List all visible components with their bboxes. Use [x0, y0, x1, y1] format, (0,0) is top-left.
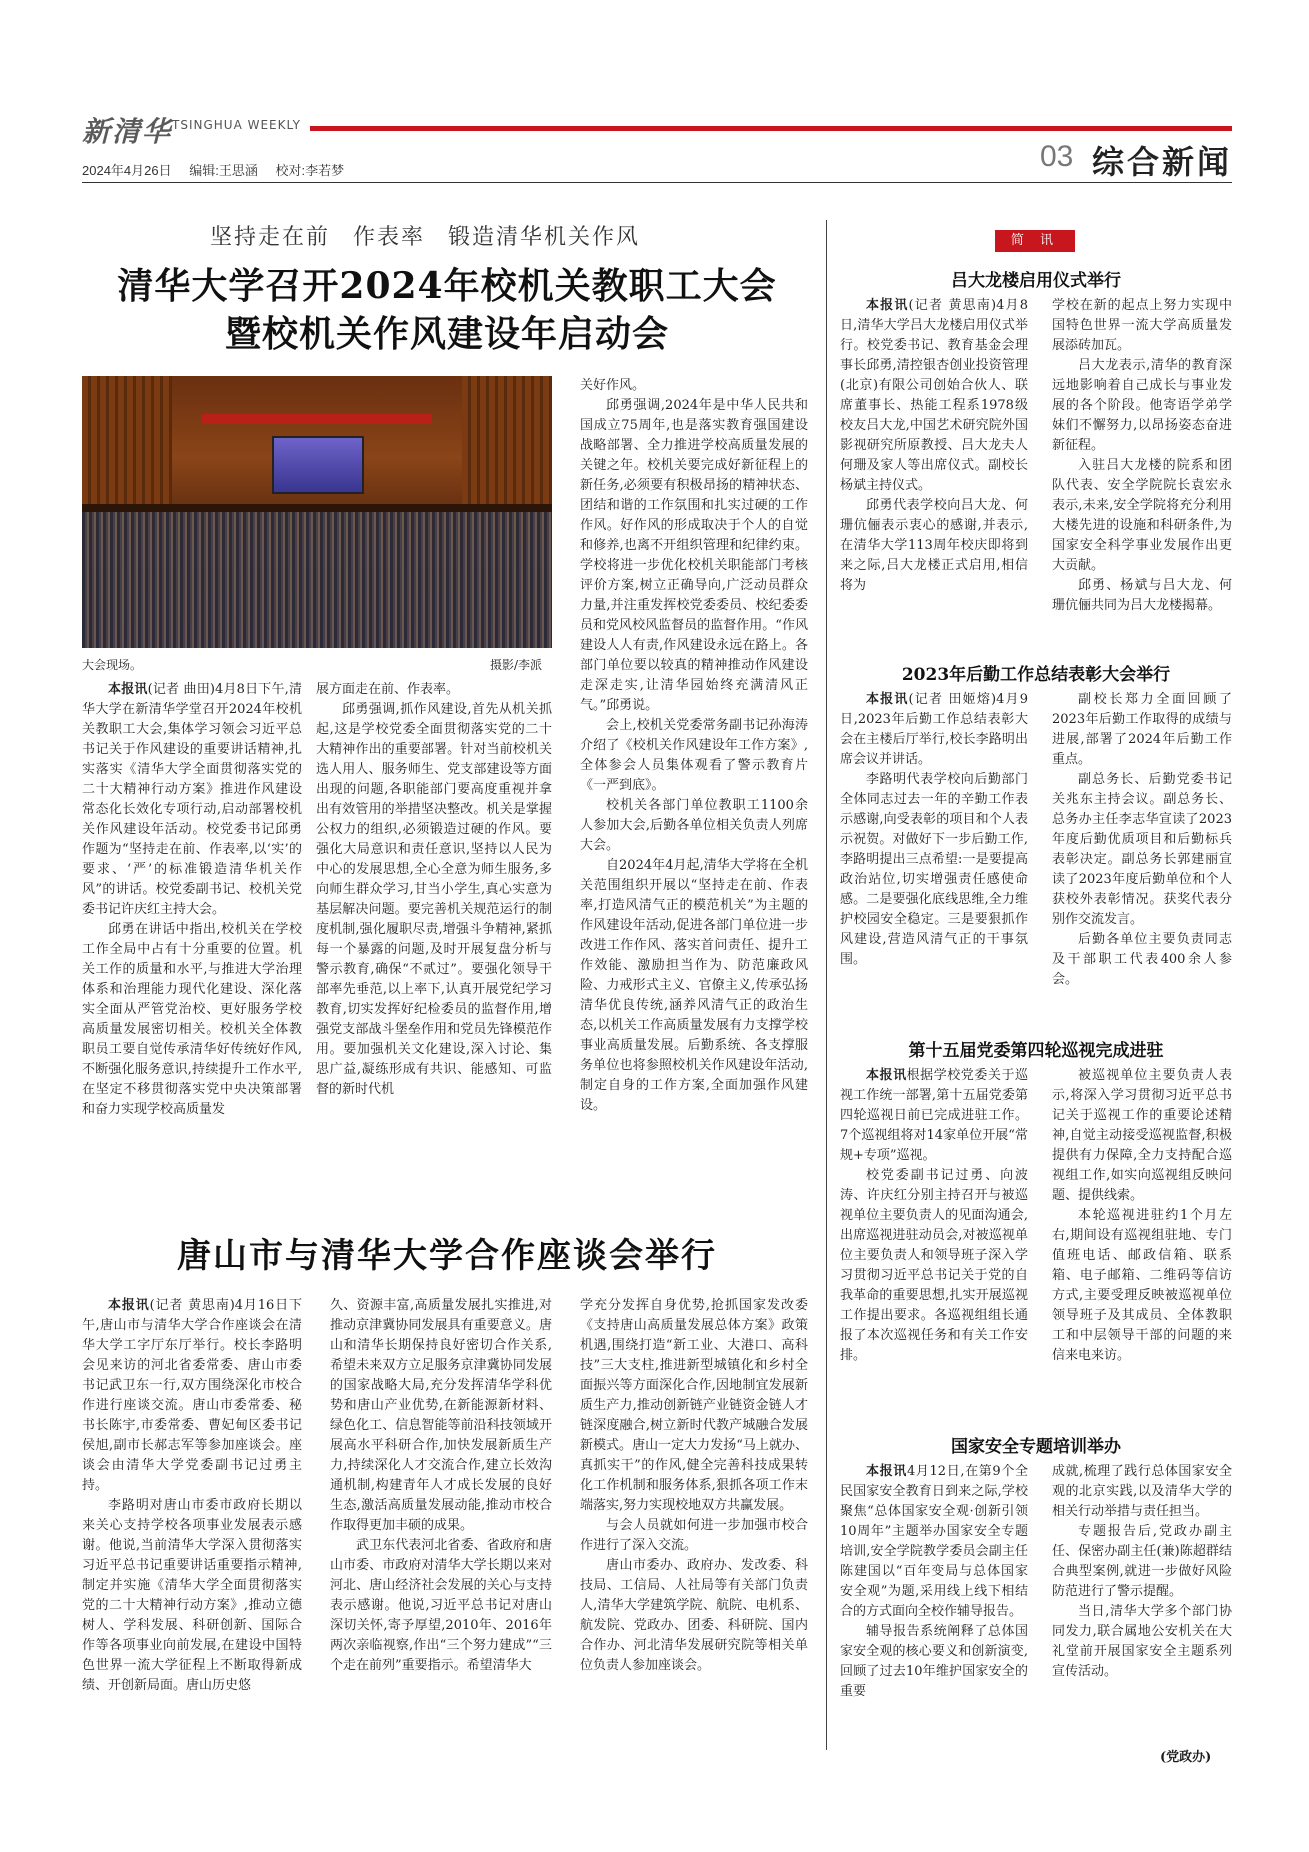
brief-3-title: 第十五届党委第四轮巡视完成进驻: [908, 1041, 1164, 1061]
dateline-label: 本报讯: [866, 1464, 907, 1479]
brief-1-title: 吕大龙楼启用仪式举行: [951, 271, 1121, 291]
dateline-label: 本报讯: [866, 1068, 907, 1083]
lead-photo: [82, 376, 552, 648]
photo-screen: [272, 436, 364, 494]
lead-paragraph: 邱勇强调,抓作风建设,首先从机关抓起,这是学校党委全面贯彻落实党的二十大精神作出的重要部署。针对当前校机关选人用人、服务师生、党支部建设等方面出现的问题,各职能部门要高度重视并拿出有效管用的举措坚决整改。机关是掌握公权力的组织,必须锻造过硬的作风。要强化大局意识和责任意识,坚持以人民为中心的发展思想,全心全意为师生服务,多向师生群众学习,甘当小学生,真心实意为基层解决问题。要完善机关规范运行的制度机制,强化履职尽责,增强斗争精神,紧抓每一个暴露的问题,及时开展复盘分析与警示教育,确保“不贰过”。要强化领导干部率先垂范,以上率下,认真开展党纪学习教育,切实发挥好纪检委员的监督作用,增强党支部战斗堡垒作用和党员先锋模范作用。要加强机关文化建设,深入讨论、集思广益,凝练形成有共识、能感知、可监督的新时代机: [316, 702, 552, 1097]
masthead-weekly: TSINGHUA WEEKLY: [172, 118, 301, 132]
brief-3-left: 本报讯根据学校党委关于巡视工作统一部署,第十五届党委第四轮巡视日前已完成进驻工作。7个巡视组将对14家单位开展“常规+专项”巡视。 校党委副书记过勇、向波涛、许庆红分别主持召开与被巡视单位主要负责人的见面沟通会,出席巡视进驻动员会,对被巡视单位主要负责人和领导班子深入学习贯彻习近平总书记关于党的自我革命的重要思想,扎实开展巡视工作提出要求。各巡视组组长通报了本次巡视任务和有关工作安排。: [840, 1068, 1028, 1363]
lead-paragraph: 邱勇在讲话中指出,校机关在学校工作全局中占有十分重要的位置。机关工作的质量和水平,与推进大学治理体系和治理能力现代化建设、深化落实全面从严管党治校、更好服务学校高质量发展密切相关。校机关全体教职员工要自觉传承清华好传统好作风,不断强化服务意识,持续提升工作水平,在坚定不移贯彻落实党中央决策部署和奋力实现学校高质量发: [82, 922, 302, 1117]
second-paragraph: 与会人员就如何进一步加强市校合作进行了深入交流。: [580, 1518, 808, 1553]
brief-2-title: 2023年后勤工作总结表彰大会举行: [901, 665, 1171, 685]
lead-paragraph: 自2024年4月起,清华大学将在全机关范围组织开展以“坚持走在前、作表率,打造风清气正的模范机关”为主题的作风建设年活动,促进各部门单位进一步改进工作作风、落实首问责任、提升工作效能、激励担当作为、防范廉政风险、力戒形式主义、官僚主义,传承弘扬清华优良传统,涵养风清气正的政治生态,以机关工作高质量发展有力支撑学校事业高质量发展。后勤系统、各支撑服务单位也将参照校机关作风建设年活动,制定自身的工作方案,全面加强作风建设。: [580, 858, 808, 1113]
lead-paragraph: 邱勇强调,2024年是中华人民共和国成立75周年,也是落实教育强国建设战略部署、全力推进学校高质量发展的关键之年。校机关要完成好新征程上的新任务,必须要有积极昂扬的精神状态、团结和谐的工作氛围和扎实过硬的工作作风。好作风的形成取决于个人的自觉和修养,也离不开组织管理和纪律约束。学校将进一步优化校机关职能部门考核评价方案,树立正确导向,广泛动员群众力量,并注重发挥校党委委员、校纪委委员和党风校风监督员的监督作用。“作风建设人人有责,作风建设永远在路上。各部门单位要以较真的精神推动作风建设走深走实,让清华园始终充满清风正气。”邱勇说。: [580, 398, 808, 713]
lead-kicker: 坚持走在前 作表率 锻造清华机关作风: [210, 225, 640, 250]
lead-paragraph: 本报讯(记者 曲田)4月8日下午,清华大学在新清华学堂召开2024年校机关教职工大会,集体学习领会习近平总书记关于作风建设的重要讲话精神,扎实落实《清华大学全面贯彻落实党的二十大精神行动方案》推进作风建设常态化长效化专项行动,启动部署校机关作风建设年活动。校党委书记邱勇作题为“坚持走在前、作表率,以‘实’的要求、‘严’的标准锻造清华机关作风”的讲话。校党委副书记、校机关党委书记许庆红主持大会。: [82, 682, 302, 917]
brief-2-left: 本报讯(记者 田姬熔)4月9日,2023年后勤工作总结表彰大会在主楼后厅举行,校长李路明出席会议并讲话。 李路明代表学校向后勤部门全体同志过去一年的辛勤工作表示感谢,向受表彰的项目和个人表示祝贺。对做好下一步后勤工作,李路明提出三点希望:一是要提高政治站位,切实增强责任感使命感。二是要强化底线思维,全力维护校园安全稳定。三是要狠抓作风建设,营造风清气正的干事氛围。: [840, 692, 1028, 967]
lead-paragraph: 会上,校机关党委常务副书记孙海涛介绍了《校机关作风建设年工作方案》,全体参会人员集体观看了警示教育片《一严到底》。: [580, 718, 808, 793]
lead-paragraph: 校机关各部门单位教职工1100余人参加大会,后勤各单位相关负责人列席大会。: [580, 798, 808, 853]
second-paragraph: 唐山市委办、政府办、发改委、科技局、工信局、人社局等有关部门负责人,清华大学建筑学院、航院、电机系、航发院、党政办、团委、科研院、国内合作办、河北清华发展研究院等相关单位负责人参加座谈会。: [580, 1558, 808, 1673]
photo-banner: [202, 414, 432, 424]
brief-3-right: 被巡视单位主要负责人表示,将深入学习贯彻习近平总书记关于巡视工作的重要论述精神,自觉主动接受巡视监督,积极提供有力保障,全力支持配合巡视组工作,如实向巡视组反映问题、提供线索。 本轮巡视进驻约1个月左右,期间设有巡视组驻地、专门值班电话、邮政信箱、联系箱、电子邮箱、二维码等信访方式,主要受理反映被巡视单位领导班子及其成员、全体教职工和中层领导干部的问题的来信来电来访。: [1052, 1068, 1232, 1363]
brief-4-signoff: (党政办): [1160, 1750, 1212, 1765]
issue-editor: 编辑:王思涵: [189, 163, 258, 178]
issue-date: 2024年4月26日: [82, 163, 172, 178]
photo-audience: [82, 512, 552, 648]
header-rule: [82, 182, 1232, 183]
dateline-label: 本报讯: [108, 1298, 150, 1313]
lead-paragraph: 展方面走在前、作表率。: [316, 682, 460, 697]
second-paragraph: 本报讯(记者 黄思南)4月16日下午,唐山市与清华大学合作座谈会在清华大学工字厅东厅举行。校长李路明会见来访的河北省委常委、唐山市委书记武卫东一行,双方围绕深化市校合作进行座谈交流。唐山市委常委、秘书长陈宇,市委常委、曹妃甸区委书记侯旭,副市长郝志军等参加座谈会。座谈会由清华大学党委副书记过勇主持。: [82, 1298, 302, 1493]
dateline-label: 本报讯: [108, 682, 148, 697]
page-number: 03: [1040, 140, 1074, 173]
brief-4-right: 成就,梳理了践行总体国家安全观的北京实践,以及清华大学的相关行动举措与责任担当。 专题报告后,党政办副主任、保密办副主任(兼)陈超群结合典型案例,就进一步做好风险防范进行了警示提醒。 当日,清华大学多个部门协同发力,联合属地公安机关在大礼堂前开展国家安全主题系列宣传活动。: [1052, 1464, 1232, 1679]
brief-2-right: 副校长郑力全面回顾了2023年后勤工作取得的成绩与进展,部署了2024年后勤工作重点。 副总务长、后勤党委书记关兆东主持会议。副总务长、总务办主任李志华宣读了2023年度后勤优质项目和后勤标兵表彰决定。副总务长郭建丽宣读了2023年度后勤单位和个人获校外表彰情况。获奖代表分别作交流发言。 后勤各单位主要负责同志及干部职工代表400余人参会。: [1052, 692, 1232, 987]
photo-credit: 摄影/李派: [490, 658, 543, 672]
second-headline: 唐山市与清华大学合作座谈会举行: [177, 1236, 717, 1276]
brief-1-left: 本报讯(记者 黄思南)4月8日,清华大学吕大龙楼启用仪式举行。校党委书记、教育基金会理事长邱勇,清控银杏创业投资管理(北京)有限公司创始合伙人、联席董事长、热能工程系1978级校友吕大龙,中国艺术研究院外国影视研究所原教授、吕大龙夫人何珊及家人等出席仪式。副校长杨斌主持仪式。 邱勇代表学校向吕大龙、何珊伉俪表示衷心的感谢,并表示,在清华大学113周年校庆即将到来之际,吕大龙楼正式启用,相信将为: [840, 298, 1028, 593]
brief-4-title: 国家安全专题培训举办: [951, 1437, 1121, 1457]
second-paragraph: 武卫东代表河北省委、省政府和唐山市委、市政府对清华大学长期以来对河北、唐山经济社会发展的关心与支持表示感谢。他说,习近平总书记对唐山深切关怀,寄予厚望,2010年、2016年两次亲临视察,作出“三个努力建成”“三个走在前列”重要指示。希望清华大: [330, 1538, 552, 1673]
second-column-2: [330, 1296, 552, 1676]
brief-4-left: 本报讯4月12日,在第9个全民国家安全教育日到来之际,学校聚焦“总体国家安全观·创新引领10周年”主题举办国家安全专题培训,安全学院教学委员会副主任陈建国以“百年变局与总体国家安全观”为题,采用线上线下相结合的方式面向全校作辅导报告。 辅导报告系统阐释了总体国家安全观的核心要义和创新演变,回顾了过去10年维护国家安全的重要: [840, 1464, 1028, 1699]
masthead-red-rule: [310, 126, 1232, 131]
second-paragraph: 李路明对唐山市委市政府长期以来关心支持学校各项事业发展表示感谢。他说,当前清华大学深入贯彻落实习近平总书记重要讲话重要指示精神,制定并实施《清华大学全面贯彻落实党的二十大精神行动方案》,推动立德树人、学科发展、科研创新、国际合作等各项事业向前发展,在建设中国特色世界一流大学征程上不断取得新成绩、开创新局面。唐山历史悠: [82, 1498, 302, 1693]
dateline-label: 本报讯: [866, 692, 909, 707]
second-column-3: [580, 1296, 808, 1676]
lead-paragraph: 关好作风。: [580, 378, 646, 393]
lead-headline-line2: 暨校机关作风建设年启动会: [224, 313, 669, 355]
section-name: 综合新闻: [1092, 143, 1233, 181]
brief-tag: 简 讯: [995, 230, 1075, 252]
column-divider: [826, 220, 827, 1750]
brief-1-right: 学校在新的起点上努力实现中国特色世界一流大学高质量发展添砖加瓦。 吕大龙表示,清华的教育深远地影响着自己成长与事业发展的各个阶段。他寄语学弟学妹们不懈努力,以昂扬姿态奋进新征程。 入驻吕大龙楼的院系和团队代表、安全学院院长袁宏永表示,未来,安全学院将充分利用大楼先进的设施和科研条件,为国家安全科学事业发展作出更大贡献。 邱勇、杨斌与吕大龙、何珊伉俪共同为吕大龙楼揭幕。: [1052, 298, 1232, 613]
issue-proofreader: 校对:李若梦: [275, 163, 345, 178]
lead-column-1: [82, 680, 302, 1120]
second-paragraph: 久、资源丰富,高质量发展扎实推进,对推动京津冀协同发展具有重要意义。唐山和清华长期保持良好密切合作关系,希望未来双方立足服务京津冀协同发展的国家战略大局,充分发挥清华学科优势和唐山产业优势,在新能源新材料、绿色化工、信息智能等前沿科技领域开展高水平科研合作,加快发展新质生产力,持续深化人才交流合作,建立长效沟通机制,构建青年人才成长发展的良好生态,激活高质量发展动能,推动市校合作取得更加丰硕的成果。: [330, 1298, 552, 1533]
second-paragraph: 学充分发挥自身优势,抢抓国家发改委《支持唐山高质量发展总体方案》政策机遇,围绕打造“新工业、大港口、高科技”三大支柱,推进新型城镇化和乡村全面振兴等方面深化合作,因地制宜发展新质生产力,推动创新链产业链资金链人才链深度融合,树立新时代教产城融合发展新模式。唐山一定大力发扬“马上就办、真抓实干”的作风,健全完善科技成果转化工作机制和服务体系,狠抓各项工作末端落实,努力实现校地双方共赢发展。: [580, 1298, 808, 1513]
dateline-label: 本报讯: [866, 298, 909, 313]
issue-info: [82, 160, 358, 179]
lead-column-3: [580, 376, 808, 1116]
masthead-logo: 新清华: [82, 115, 173, 148]
second-column-1: [82, 1296, 302, 1696]
lead-headline-line1: 清华大学召开2024年校机关教职工大会: [117, 265, 777, 307]
photo-caption: 大会现场。: [82, 658, 143, 672]
lead-column-2: [316, 680, 552, 1100]
